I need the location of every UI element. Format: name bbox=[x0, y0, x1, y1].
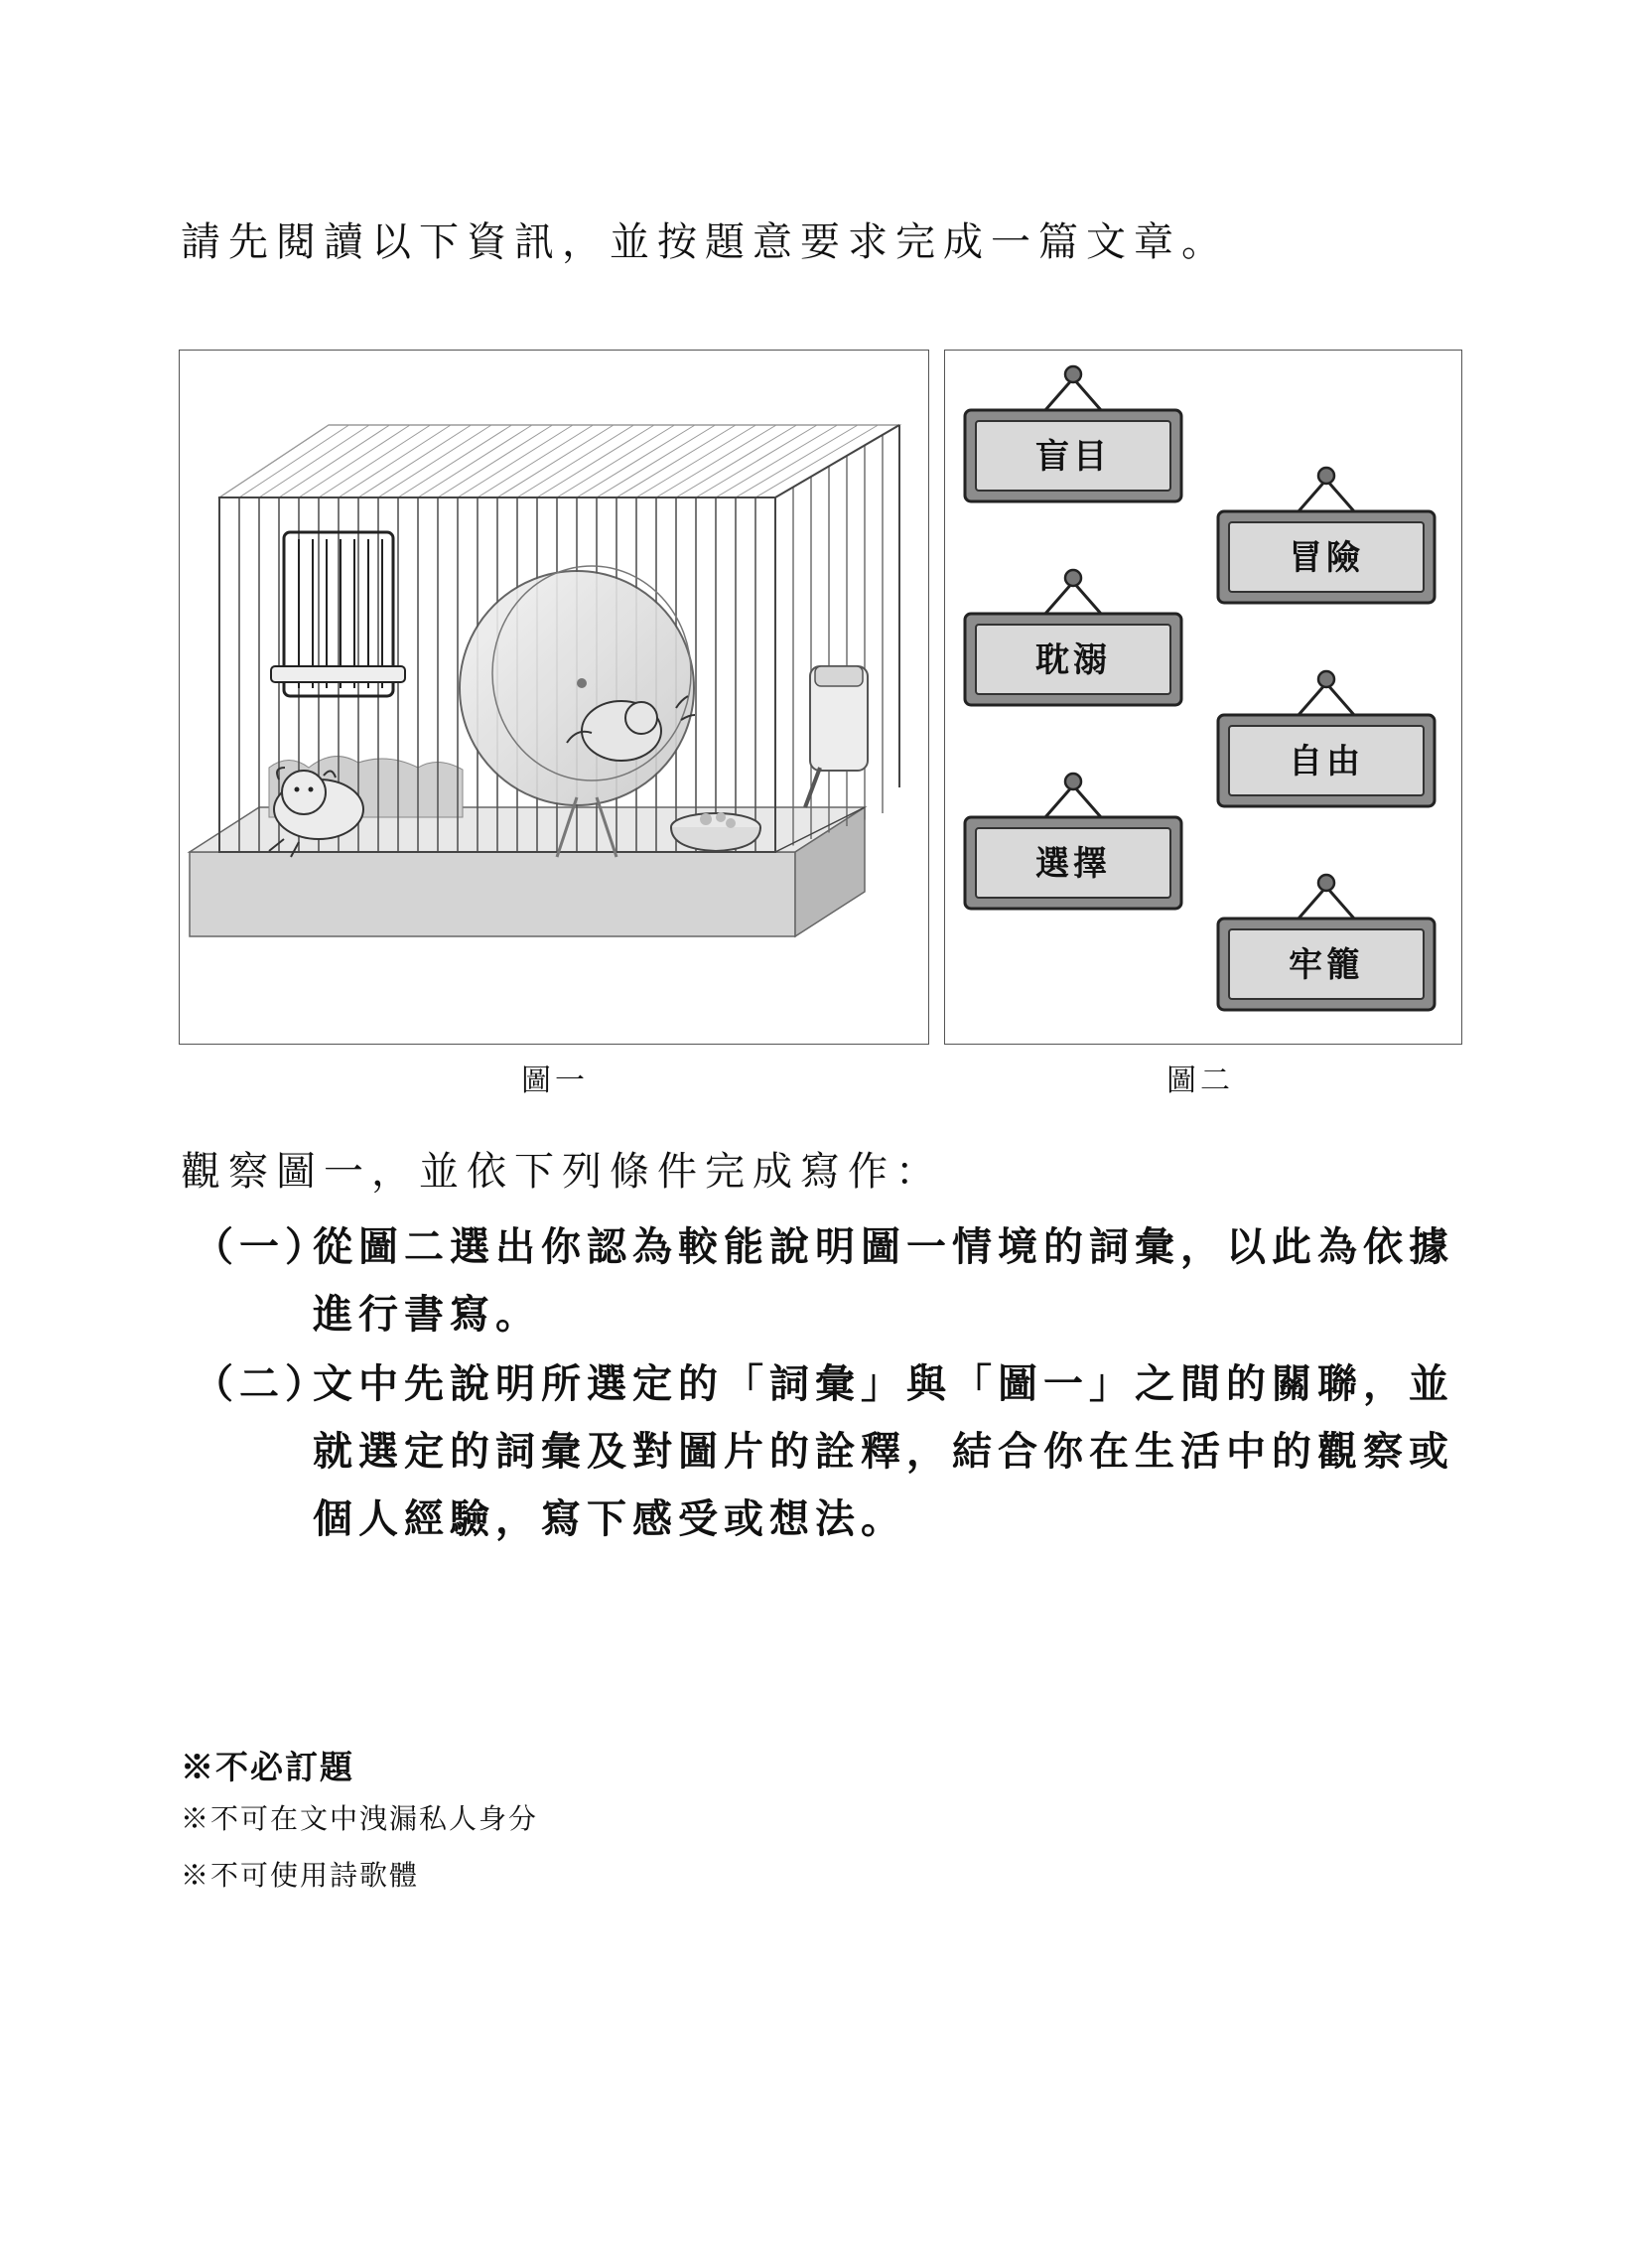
plaque-word: 選擇 bbox=[1035, 844, 1111, 884]
word-plaque bbox=[965, 570, 1181, 705]
plaque-word: 盲目 bbox=[1035, 437, 1111, 477]
word-plaques bbox=[945, 351, 1460, 1043]
condition-2-text: 文中先說明所選定的「詞彙」與「圖一」之間的關聯，並就選定的詞彙及對圖片的詮釋，結合你在生活中的觀察或個人經驗，寫下感受或想法。 bbox=[313, 1360, 1454, 1542]
plaque-word: 耽溺 bbox=[1035, 640, 1111, 680]
observe-instruction: 觀察圖一，並依下列條件完成寫作： bbox=[181, 1149, 943, 1195]
intro-text: 請先閱讀以下資訊，並按題意要求完成一篇文章。 bbox=[181, 219, 1229, 265]
plaque-word: 自由 bbox=[1289, 742, 1364, 781]
figure-2-frame bbox=[944, 350, 1462, 1045]
notes-heading: ※不必訂題 bbox=[181, 1748, 354, 1786]
note-item: ※不可在文中洩漏私人身分 bbox=[181, 1802, 539, 1835]
word-plaque bbox=[965, 774, 1181, 909]
word-plaque bbox=[1218, 875, 1435, 1010]
condition-1-text: 從圖二選出你認為較能說明圖一情境的詞彙，以此為依據進行書寫。 bbox=[313, 1223, 1454, 1338]
word-plaque bbox=[1218, 468, 1435, 603]
condition-1-marker: （一） bbox=[194, 1223, 331, 1270]
plaque-word: 牢籠 bbox=[1289, 945, 1364, 985]
condition-2-marker: （二） bbox=[194, 1360, 331, 1407]
hamster-cage-illustration bbox=[180, 351, 927, 1043]
note-item: ※不可使用詩歌體 bbox=[181, 1859, 420, 1892]
figure-2-caption: 圖二 bbox=[1166, 1063, 1234, 1098]
figure-1-frame bbox=[179, 350, 929, 1045]
word-plaque bbox=[1218, 671, 1435, 806]
plaque-word: 冒險 bbox=[1289, 538, 1364, 578]
word-plaque bbox=[965, 366, 1181, 501]
figure-1-caption: 圖一 bbox=[521, 1063, 589, 1098]
